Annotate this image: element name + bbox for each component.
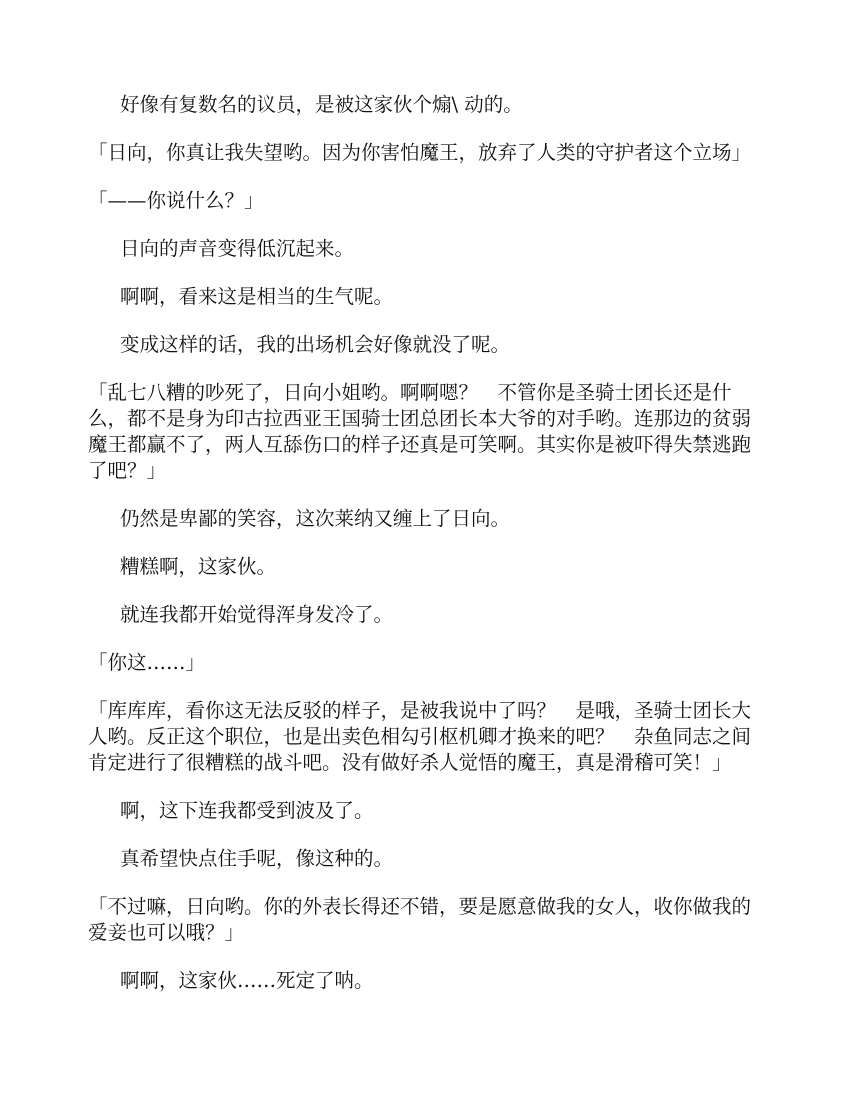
paragraph: 就连我都开始觉得浑身发冷了。 — [120, 603, 394, 626]
paragraph: 真希望快点住手呢，像这种的。 — [120, 847, 394, 870]
dialogue-paragraph: 「不过嘛，日向哟。你的外表长得还不错，要是愿意做我的女人，收你做我的爱妾也可以哦？」 — [88, 895, 752, 944]
dialogue-paragraph: 「库库库，看你这无法反驳的样子，是被我说中了吗？ 是哦，圣骑士团长大人哟。反正这个职位，也是出卖色相勾引枢机卿才换来的吧？ 杂鱼同志之间肯定进行了很糟糕的战斗吧。没有做好杀人觉悟的魔王，真是滑稽可笑！」 — [88, 699, 752, 774]
paragraph: 糟糕啊，这家伙。 — [120, 555, 277, 578]
document-page — [88, 92, 760, 1016]
dialogue-paragraph: 「乱七八糟的吵死了，日向小姐哟。啊啊嗯？ 不管你是圣骑士团长还是什么，都不是身为印古拉西亚王国骑士团总团长本大爷的对手哟。连那边的贫弱魔王都赢不了，两人互舔伤口的样子还真是可笑啊。其实你是被吓得失禁逃跑了吧？」 — [88, 381, 752, 482]
dialogue-paragraph: 「日向，你真让我失望哟。因为你害怕魔王，放弃了人类的守护者这个立场」 — [88, 141, 752, 164]
paragraph: 日向的声音变得低沉起来。 — [120, 237, 355, 260]
dialogue-paragraph: 「——你说什么？」 — [88, 189, 264, 212]
paragraph: 啊啊，看来这是相当的生气呢。 — [120, 285, 394, 308]
dialogue-paragraph: 「你这……」 — [88, 651, 206, 674]
paragraph: 啊啊，这家伙……死定了呐。 — [120, 969, 374, 992]
paragraph: 仍然是卑鄙的笑容，这次莱纳又缠上了日向。 — [120, 507, 511, 530]
paragraph: 好像有复数名的议员，是被这家伙个煽\ 动的。 — [120, 93, 523, 116]
paragraph: 啊，这下连我都受到波及了。 — [120, 799, 374, 822]
paragraph: 变成这样的话，我的出场机会好像就没了呢。 — [120, 333, 511, 356]
